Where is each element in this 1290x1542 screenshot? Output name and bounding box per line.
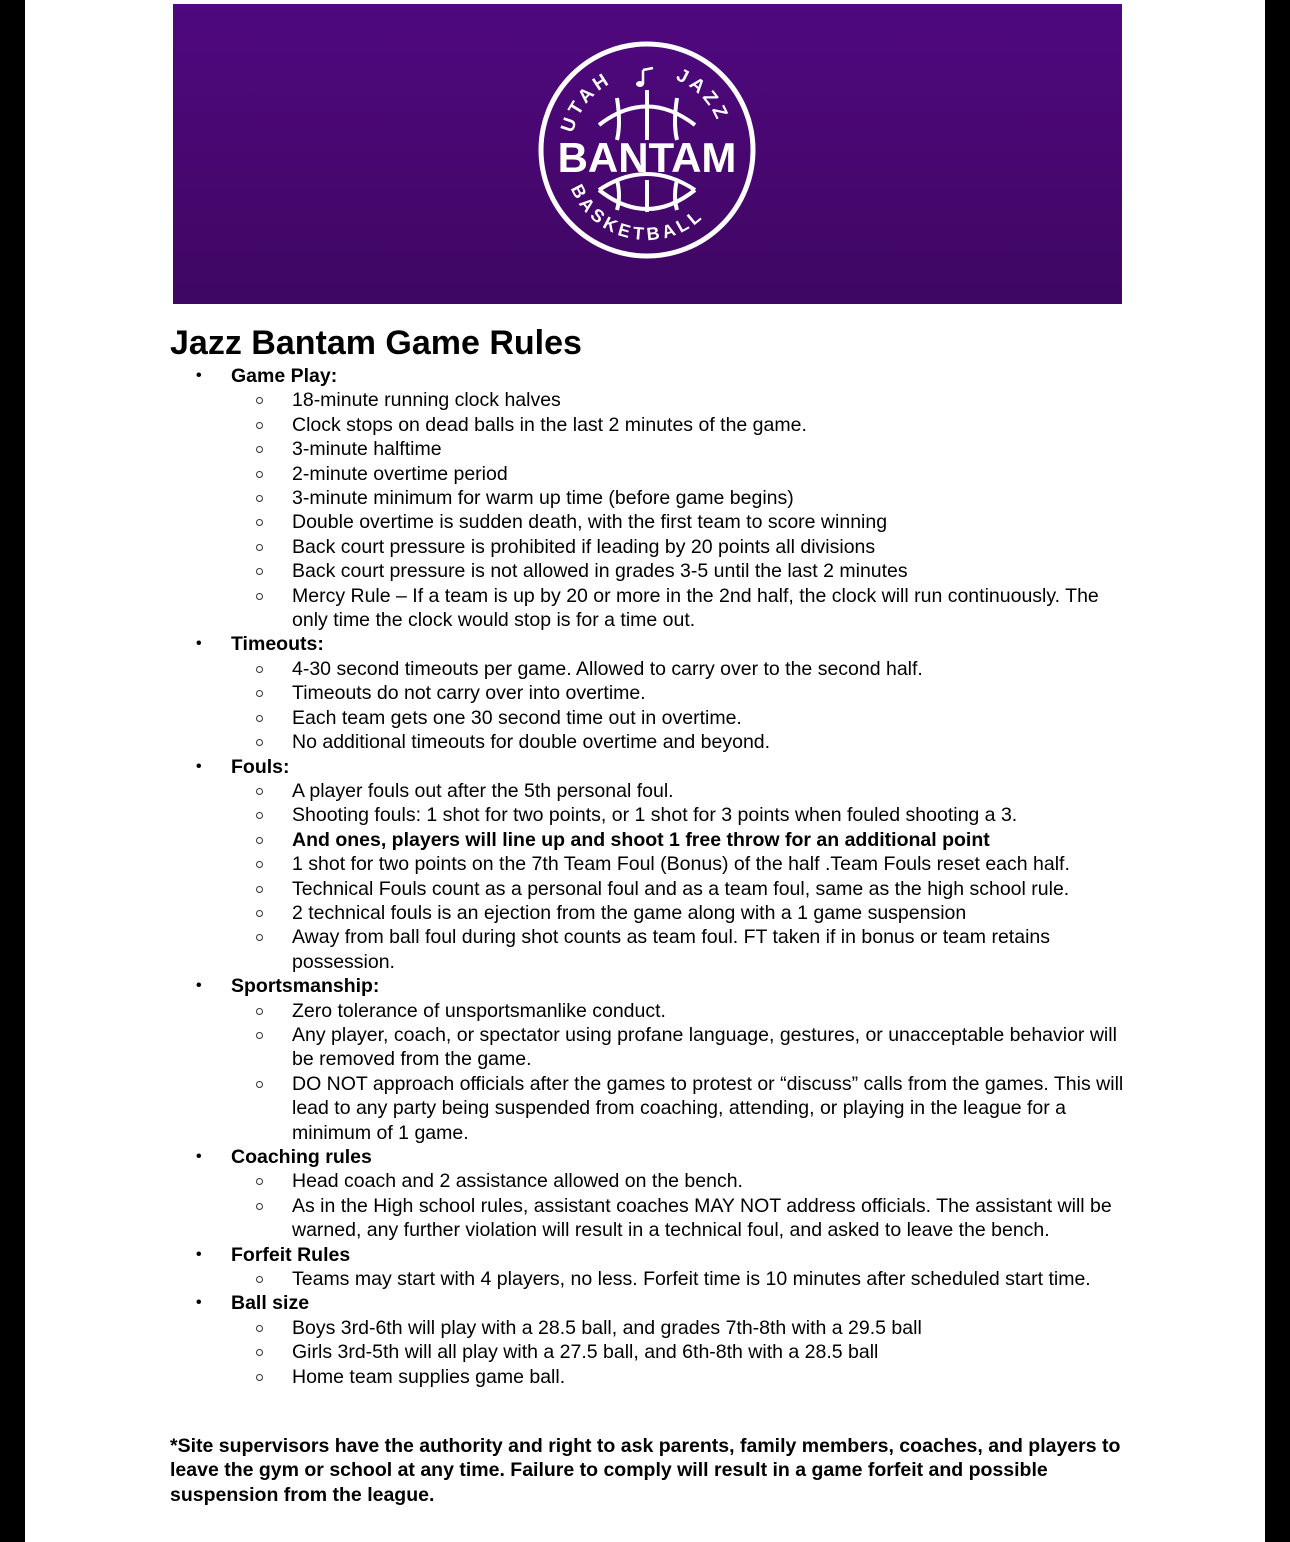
circle-bullet-icon (256, 471, 263, 478)
circle-bullet-icon (256, 446, 263, 453)
section-heading (196, 974, 1130, 998)
rule-item (231, 1023, 1130, 1072)
rules-section (170, 974, 1130, 1145)
circle-bullet-icon (256, 1325, 263, 1332)
rule-item-text: Clock stops on dead balls in the last 2 minutes of the game. (292, 413, 807, 436)
bullet-icon: • (196, 1245, 202, 1263)
svg-text:BASKETBALL (567, 181, 708, 244)
logo-jazz-text: JAZZ (672, 64, 733, 126)
rule-item (231, 730, 1130, 754)
circle-bullet-icon (256, 1008, 263, 1015)
rule-item (231, 1365, 1130, 1389)
circle-bullet-icon (256, 666, 263, 673)
utah-jazz-bantam-logo (537, 40, 757, 260)
rule-item (231, 1194, 1130, 1243)
circle-bullet-icon (256, 934, 263, 941)
section-heading-text: Sportsmanship: (231, 975, 380, 998)
circle-bullet-icon (256, 1081, 263, 1088)
rule-item-text: Any player, coach, or spectator using profane language, gestures, or unacceptable behavior will be removed from the game. (292, 1023, 1117, 1071)
header-banner (173, 4, 1122, 304)
rule-item-text: Away from ball foul during shot counts as team foul. FT taken if in bonus or team retains possession. (292, 926, 1050, 973)
document-page (25, 0, 1265, 1542)
rule-item-text: Technical Fouls count as a personal foul and as a team foul, same as the high school rule. (292, 877, 1070, 900)
circle-bullet-icon (256, 739, 263, 746)
section-heading-text: Fouls: (231, 755, 290, 778)
circle-bullet-icon (256, 495, 263, 502)
rule-item-text: Back court pressure is not allowed in grades 3-5 until the last 2 minutes (292, 560, 908, 583)
rule-item (231, 413, 1130, 437)
rule-item (231, 1316, 1130, 1340)
section-heading (196, 364, 1130, 388)
rule-item (231, 462, 1130, 486)
rule-item (231, 901, 1130, 925)
rule-item (231, 388, 1130, 412)
footer-note: *Site supervisors have the authority and right to ask parents, family members, coaches, and players to leave the gym or school at any time. Failure to comply will result in a game forfeit and possible suspension from the league. (170, 1435, 1121, 1506)
rule-item (231, 1169, 1130, 1193)
rule-item (231, 999, 1130, 1023)
circle-bullet-icon (256, 1032, 263, 1039)
bullet-icon: • (196, 977, 202, 995)
section-heading (196, 1145, 1130, 1169)
rule-item-text: DO NOT approach officials after the games to protest or “discuss” calls from the games. This will lead to any party being suspended from coaching, attending, or playing in the league for a minimum of 1 game. (292, 1072, 1124, 1144)
rule-item (231, 681, 1130, 705)
circle-bullet-icon (256, 1203, 263, 1210)
bullet-icon: • (196, 635, 202, 653)
section-heading (196, 1291, 1130, 1315)
rules-list (170, 364, 1130, 1389)
rule-item (231, 706, 1130, 730)
section-heading-text: Ball size (231, 1292, 310, 1315)
circle-bullet-icon (256, 544, 263, 551)
bullet-icon: • (196, 367, 202, 384)
rule-item-text: Home team supplies game ball. (292, 1365, 566, 1388)
circle-bullet-icon (256, 1178, 263, 1185)
rule-item-text: No additional timeouts for double overtime and beyond. (292, 731, 771, 754)
rules-section (170, 755, 1130, 975)
rule-item (231, 657, 1130, 681)
rule-item-text: 18-minute running clock halves (292, 389, 561, 412)
rule-item (231, 803, 1130, 827)
rule-item (231, 1267, 1130, 1291)
circle-bullet-icon (256, 1374, 263, 1381)
rule-item (231, 877, 1130, 901)
circle-bullet-icon (256, 519, 263, 526)
rules-section (170, 364, 1130, 632)
logo-utah-text: UTAH (557, 68, 616, 135)
section-heading (196, 1243, 1130, 1267)
rule-item-text: Zero tolerance of unsportsmanlike conduct. (292, 999, 666, 1022)
rule-item (231, 584, 1130, 633)
section-heading-text: Coaching rules (231, 1146, 372, 1168)
rule-item (231, 510, 1130, 534)
rule-item (231, 852, 1130, 876)
bullet-icon: • (196, 1294, 202, 1312)
section-heading-text: Timeouts: (231, 633, 324, 656)
rule-item-text: 2 technical fouls is an ejection from the game along with a 1 game suspension (292, 901, 967, 924)
circle-bullet-icon (256, 837, 263, 844)
rule-item-text: 4-30 second timeouts per game. Allowed to carry over to the second half. (292, 657, 923, 680)
circle-bullet-icon (256, 568, 263, 575)
rule-item-text: Double overtime is sudden death, with the first team to score winning (292, 511, 888, 534)
rules-section (170, 1243, 1130, 1292)
rule-item-text: Girls 3rd-5th will all play with a 27.5 ball, and 6th-8th with a 28.5 ball (292, 1341, 879, 1364)
rule-item-text: Boys 3rd-6th will play with a 28.5 ball, and grades 7th-8th with a 29.5 ball (292, 1316, 922, 1339)
rule-item-text: 1 shot for two points on the 7th Team Foul (Bonus) of the half .Team Fouls reset each half. (292, 853, 1070, 876)
rule-item-text: And ones, players will line up and shoot 1 free throw for an additional point (292, 828, 990, 851)
rules-section (170, 1291, 1130, 1389)
rule-item-text: Teams may start with 4 players, no less. Forfeit time is 10 minutes after scheduled start time. (292, 1268, 1091, 1291)
rule-item (231, 1072, 1130, 1145)
rule-item-text: Mercy Rule – If a team is up by 20 or more in the 2nd half, the clock will run continuously. The only time the clock would stop is for a time out. (292, 584, 1099, 632)
circle-bullet-icon (256, 861, 263, 868)
rule-item-text: 3-minute minimum for warm up time (before game begins) (292, 487, 794, 510)
rule-item-text: 2-minute overtime period (292, 462, 508, 485)
circle-bullet-icon (256, 690, 263, 697)
circle-bullet-icon (256, 397, 263, 404)
logo-bantam-text: BANTAM (557, 134, 737, 181)
rules-section (170, 632, 1130, 754)
circle-bullet-icon (256, 812, 263, 819)
rule-item (231, 925, 1130, 974)
circle-bullet-icon (256, 422, 263, 429)
section-heading (196, 755, 1130, 779)
circle-bullet-icon (256, 788, 263, 795)
circle-bullet-icon (256, 910, 263, 917)
logo-basketball-text: BASKETBALL (566, 180, 708, 245)
rule-item (231, 1340, 1130, 1364)
rule-item-text: Each team gets one 30 second time out in overtime. (292, 706, 742, 729)
rule-item-text: As in the High school rules, assistant coaches MAY NOT address officials. The assistant will be warned, any further violation will result in a technical foul, and asked to leave the bench. (292, 1194, 1112, 1242)
bullet-icon: • (196, 1148, 202, 1165)
circle-bullet-icon (256, 593, 263, 600)
rule-item (231, 437, 1130, 461)
section-heading-text: Game Play: (231, 365, 338, 387)
rule-item-text: 3-minute halftime (292, 438, 442, 461)
circle-bullet-icon (256, 886, 263, 893)
circle-bullet-icon (256, 715, 263, 722)
page-title: Jazz Bantam Game Rules (170, 324, 582, 362)
rule-item-text: Shooting fouls: 1 shot for two points, or 1 shot for 3 points when fouled shooting a 3. (292, 804, 1018, 827)
rule-item-text: Back court pressure is prohibited if leading by 20 points all divisions (292, 535, 876, 558)
rule-item (231, 486, 1130, 510)
rule-item-text: Head coach and 2 assistance allowed on the bench. (292, 1170, 743, 1193)
rule-item-text: Timeouts do not carry over into overtime. (292, 682, 646, 705)
rule-item-text: A player fouls out after the 5th personal foul. (292, 779, 674, 802)
rule-item (231, 779, 1130, 803)
rule-item (231, 535, 1130, 559)
bullet-icon: • (196, 757, 202, 775)
section-heading (196, 632, 1130, 656)
rules-section (170, 1145, 1130, 1243)
section-heading-text: Forfeit Rules (231, 1243, 351, 1266)
rule-item (231, 559, 1130, 583)
rule-item (231, 828, 1130, 852)
circle-bullet-icon (256, 1349, 263, 1356)
circle-bullet-icon (256, 1276, 263, 1283)
music-note-icon (636, 68, 653, 87)
